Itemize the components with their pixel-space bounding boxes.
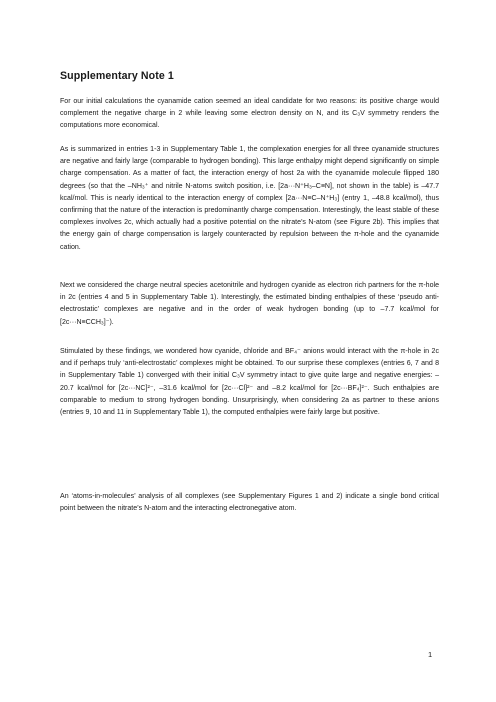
paragraph-4: Stimulated by these findings, we wondered how cyanide, chloride and BF₄⁻ anions would interact with the π-hole in 2c and if perhaps truly ‘anti-electrostatic’ complexes might be obtained. To our surprise these complexes (entries 6, 7 and 8 in Supplementary Table 1) converged with their initial C₃V symmetry intact to give quite large and negative energies: –20.7 kcal/mol for [2c···NC]²⁻, –31.6 kcal/mol for [2c···Cl]²⁻ and –8.2 kcal/mol for [2c···BF₄]²⁻. Such enthalpies are comparable to medium to strong hydrogen bonding. Unsurprisingly, when considering 2a as partner to these anions (entries 9, 10 and 11 in Supplementary Table 1), the computed enthalpies were fairly large but positive. [60, 348, 439, 417]
page-number: 1 [428, 650, 433, 659]
paragraph-3: Next we considered the charge neutral species acetonitrile and hydrogen cyanide as electron rich partners for the π-hole in 2c (entries 4 and 5 in Supplementary Table 1). Interestingly, the estimated binding enthalpies of these ‘pseudo anti-electrostatic’ complexes are negative and in the order of weak hydrogen bonding (up to –7.7 kcal/mol for [2c···N≡CCH₃]⁻). [60, 282, 439, 326]
paragraph-1: For our initial calculations the cyanamide cation seemed an ideal candidate for two reasons: its positive charge would complement the negative charge in 2 while leaving some electron density on N, and its C₃V symmetry renders the computations more economical. [60, 98, 439, 130]
paragraph-5: An ‘atoms-in-molecules’ analysis of all complexes (see Supplementary Figures 1 and 2) indicate a single bond critical point between the nitrate’s N-atom and the interacting electronegative atom. [60, 493, 439, 513]
section-heading: Supplementary Note 1 [60, 70, 174, 82]
paragraph-2: As is summarized in entries 1-3 in Supplementary Table 1, the complexation energies for all three cyanamide structures are negative and fairly large (comparable to hydrogen bonding). This large enthalpy might depend significantly on simple charge compensation. As a matter of fact, the interaction energy of host 2a with the cyanamide molecule flipped 180 degrees (so that the –NH₃⁺ and nitrile N-atoms switch position, i.e. [2a···N⁺H₃–C≡N], not shown in the table) is –47.7 kcal/mol. This is nearly identical to the interaction energy of complex [2a···N≡C–N⁺H₃] (entry 1, –48.8 kcal/mol), thus confirming that the nature of the interaction is predominantly charge compensation. Interestingly, the least stable of these complexes involves 2c, which actually had a positive potential on the nitrate’s N-atom (see Figure 2b). This implies that the energy gain of charge compensation is largely counteracted by repulsion between the π-hole and the cyanamide cation. [60, 146, 439, 251]
